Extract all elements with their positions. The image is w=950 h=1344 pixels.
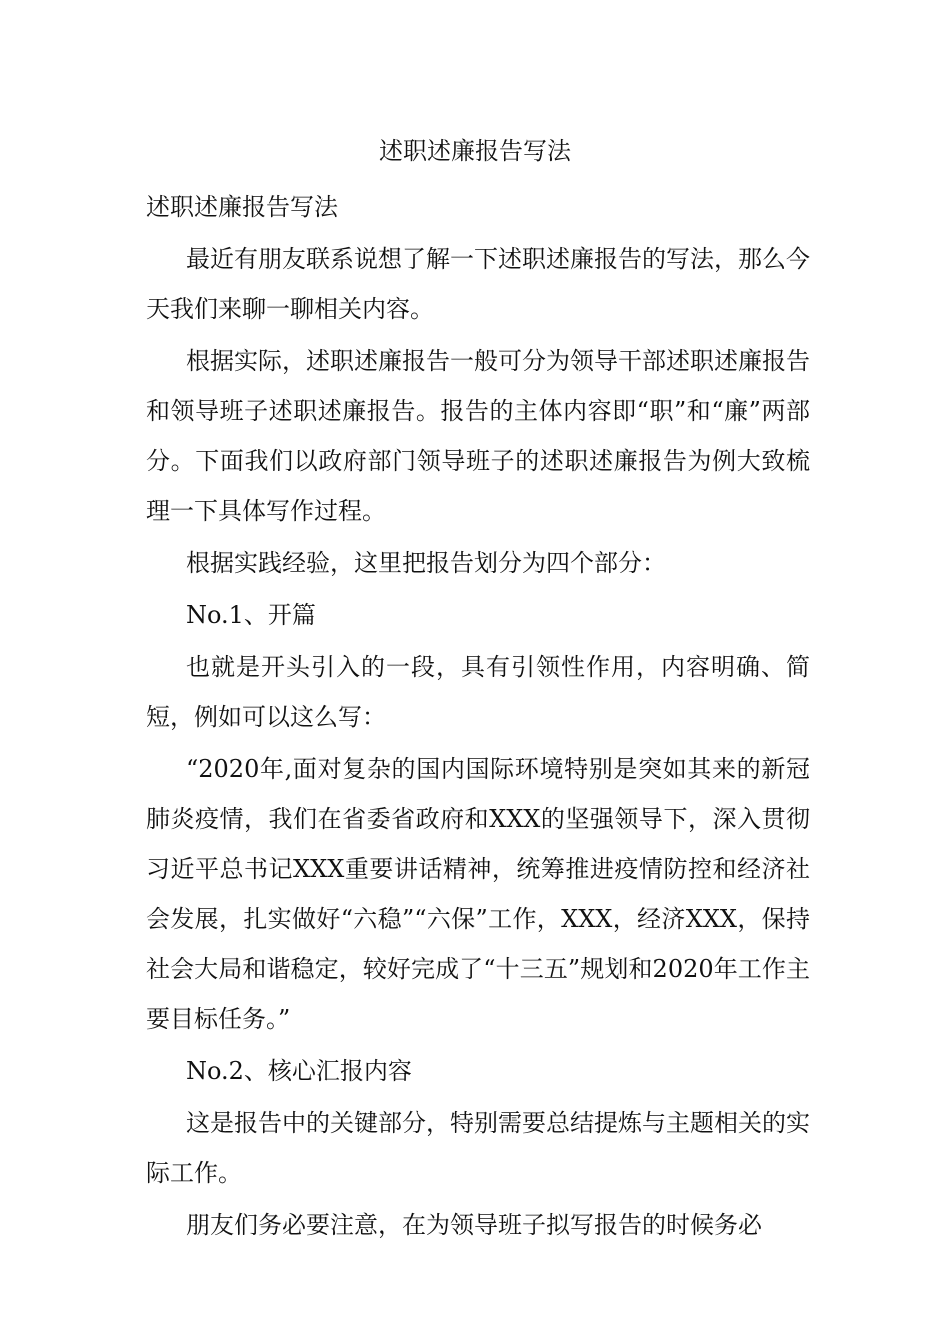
paragraph-subtitle: 述职述廉报告写法 — [146, 193, 338, 221]
paragraph-intro: 最近有朋友联系说想了解一下述职述廉报告的写法，那么今天我们来聊一聊相关内容。 — [146, 245, 810, 323]
section-heading-opening: No.1、开篇 — [186, 601, 316, 629]
document-body — [146, 182, 810, 1252]
document-title: 述职述廉报告写法 — [379, 137, 571, 165]
paragraph-core-description: 这是报告中的关键部分，特别需要总结提炼与主题相关的实际工作。 — [146, 1109, 810, 1187]
paragraph-opening-example: “2020年,面对复杂的国内国际环境特别是突如其来的新冠肺炎疫情，我们在省委省政府和XXX的坚强领导下，深入贯彻习近平总书记XXX重要讲话精神，统筹推进疫情防控和经济社会发展，扎实做好“六稳”“六保”工作，XXX，经济XXX，保持社会大局和谐稳定，较好完成了“十三五”规划和2020年工作主要目标任务。” — [146, 755, 810, 1033]
paragraph-classification: 根据实际，述职述廉报告一般可分为领导干部述职述廉报告和领导班子述职述廉报告。报告的主体内容即“职”和“廉”两部分。下面我们以政府部门领导班子的述职述廉报告为例大致梳理一下具体写作过程。 — [146, 347, 810, 525]
paragraph-core-note: 朋友们务必要注意，在为领导班子拟写报告的时候务必 — [186, 1211, 762, 1239]
paragraph-four-parts: 根据实践经验，这里把报告划分为四个部分： — [186, 549, 666, 577]
paragraph-opening-description: 也就是开头引入的一段，具有引领性作用，内容明确、简短，例如可以这么写： — [146, 653, 810, 731]
section-heading-core: No.2、核心汇报内容 — [186, 1057, 412, 1085]
